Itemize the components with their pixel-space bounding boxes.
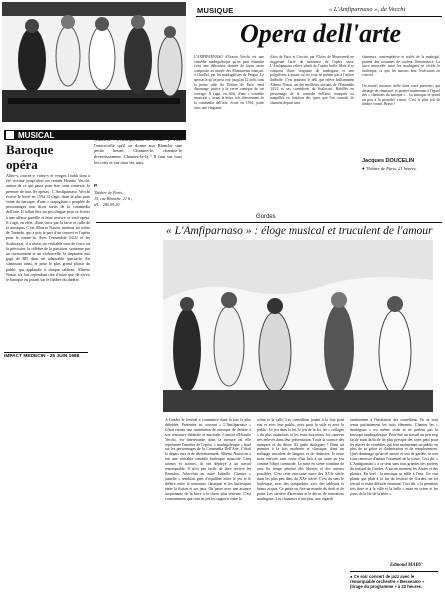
top-col-1-text: L'AMFIPARNASO d'Orazio Vecchi est une comédie madrigalesque qu'on peut entendre voici une délicieuse donnée de façon assez composite au musée des Monuments français, à Chaillot, par les madrigalistes de Prague. Le spectacle qu'on peut voir jusqu'au 12 août, sans la petite salle du Théâtre de Paris, tend davantage justice à la verve comique de cet ouvrage. (194, 55, 264, 96)
bottom-top-rule (96, 222, 442, 223)
stage-photo (163, 240, 433, 412)
left-body-5: En s'amusant ainsi, et pour le plus grand plaisir du public qui applaudit à chaque tableau, Alberto Nason n'a fait cependant rien d'autre que de servir le baroque en jouant sur le théâtre du théâtre. (6, 256, 90, 283)
left-body-1: Allez-y, courez-y, volez-y et vengez l'oubli dont a été victime jusqu'alors un certain Horatio Vecchi, auteur de ce qui passe pour être, sans contexte, le premier de tous les opéras : L'Amfiparnaso. (6, 173, 90, 194)
bottom-col-1: A Gordes le festival a commencé dans la joie la plus débridée. Présentée au couvent « L'Amfiparnaso » s'était retenu une inimitation de musique de théâtre à son rencontre théâtrale et musicale. L'œuvre d'Horatio Vecchi, est intéressante dans la mesure où elle représente l'ancêtre de l'opéra. « madrigalesque » basé sur les personnages de la Commedia Dell'Arte. C'était le départ vers et de divertissement. Alberto Nason en a fait une véritable comédie burlesque musicale. Cinq acteurs et acteurs, ils ont déployé à un travail remarquable. Il n'est pas facile de faire revivre les Pantalon, Arlecchin ou autre Isabelle. Chanter « jumelle » semblait gens d'équilibre entre le jeu et le théâtre entre la naissance classique et les burlesques entre la fiction et ses jeux. On passe avec une aisance surprenante de la farce à la chose plus sérieuse. C'est constamment que sont en jeu les rapports entre la (165, 418, 251, 501)
bottom-note: ● Ce soir concert de jazz avec le remarquable orchestre « Besseamo » (tirage du programme » à 22 heures. (350, 574, 425, 590)
bottom-note-rule (350, 571, 438, 572)
left-bottom-rule (4, 352, 88, 353)
bottom-photo (163, 240, 433, 412)
performers-photo (2, 2, 186, 122)
top-photo (2, 2, 186, 122)
left-body-right: que du théâtre dans le théâtre. Ne manquez pas, vraiment ! L'Amfiparnaso et, même, je vous l'ensorcelle qu'il se donne ma Blanche une petite heure. Chantez-le, chantez-le divertissement. Chantez-le-la ! Il faut sur tous les toits et sur tous les tons. (94, 131, 182, 165)
top-kicker: « L'Amfiparnaso », de Vecchi (329, 6, 406, 13)
top-col-2-text: d'airs de Parci et Caccini, par l'Orfeo de Monteverdi ne suggérant l'acte de naissance de l'opéra seria. L'Amfiparnaso relève plutôt de l'opéra buffa. Mais il se compose d'une vingtaine de madrigaux et une polyphonie à quatre ou six voix ne prêtant pas à l'action théâtrale. (270, 55, 354, 82)
square-icon (6, 131, 14, 139)
top-col-1b-text: Il s'agit, en effet, d'une « comédie musicale », avant la lettre, très directement de la commedia dell'arte, écrite en 1594, jouée avec une vingtaine (194, 91, 264, 110)
bottom-kicker: Gordes (256, 214, 276, 220)
bottom-col-2: scène et la salle. Les comédiens jouent à la fois pour eux et avec leur public, avec pour la salle et avec le public. Le jeu dans la loi, le jeu de la loi, les « collages » du plus audacieux et les vrais morceaux, les canevas très enlevés dans leur présentation. Toute la science des masques et du décor. Et quels dialogues ! Dans un premier à la fois moderne et classique, dans un mélange truculent de langues et de dialectes, le texte nous renvoie sans cesse d'un lieu à un autre au jeu comme l'objet commode. La mise en scène combine de tous les temps pénétré des libertés et des acteurs possibles. C'est cette rencontre entre des XVIe siècle dans les plus peu dans du XXe siècle. C'est du sens le burlesque, avec des sympathies, avec des tableaux et beaux acquis. Ce petite ou fixe un monde du droit et de point. Les carrière d'arrivants et le décor, de rencontres madrigaux. Les chanteurs n'ont plus, aux regards (257, 418, 344, 501)
left-tel: tél. : 285.09.20. (94, 202, 121, 207)
top-rule (196, 16, 442, 17)
top-col-3-text: chanteurs, contemplative et stylés de la madrigal, portent des costumes de couleur, Renaissance. La farce intercalée entre les madrigaux se révèle le burlesque, ce que les auteurs font l'exécution en concert. (362, 55, 440, 78)
left-title: Baroque opéra (6, 142, 54, 172)
top-col-1 (194, 55, 264, 110)
left-section-label: MUSICAL (18, 130, 55, 140)
left-venue: Théâtre de Paris, (94, 190, 124, 195)
top-signature: Jacques DOUCELIN (362, 158, 415, 164)
top-col-3 (362, 55, 440, 107)
left-source: IMPACT MEDECIN - 25 JUIN 1988 (4, 354, 80, 359)
left-body-3: Il fallait être un peu dingue pour se frotter à une affaire pareille et faire revivre ce vieil opéra. Il s'agit, en effet, d'une farce par la farce et calle de la musique. (6, 209, 90, 231)
left-author: P. (94, 183, 98, 188)
bottom-col-3: entièrement à l'invitation des comédiens. Ils se sont tenus parfaitement les trois éléments. Chanter les « madrigaux » est même seule et ne parlent pas la musique madrigalesque. Peut-être un travail un peu trop facile mais difficile de plus presque des rares petit pour les places de comédies qui font maintenant un public en plus de sa grâce et d'admiration et de remplacement. Quel dommage qu'un tel œuvre et soit de gardée, se sort vous remercie d'autant l'essentiel de la scène. Ceci dit, « L'Amfiparnaso » a ce sens sans tous grandes des portées du festival de Gordes. A aucun moment les Amies et des plaisirs. En bref : la musique se mêle à l'eau. Un vrai plaisir qui plaît à la fin du festival de Gordes, un tel travail et enfin difficile étonnant. Ceci dit, « la première très finie et à la ville et la belle » mise en scène et les jours de la fin de la série ». (350, 418, 438, 496)
bottom-headline: « L'Amfiparnaso » : éloge musical et truculent de l'amour (166, 225, 433, 237)
bottom-signature: Edmond MABY (390, 563, 422, 568)
left-body-4: C'est Alberto Nason, metteur en scène de Tarando, qui a pris le pari d'un concert et l'opéra pour le contre-fa. Avec l'ensemble 34/21 et les Scalacazzi, il a réussi un véritable tour de force où la précision, la célèbre de la partition, soutenue par un ravissement et un violoncelle, le disputent aux gags de BD dans cet admirable spectacle. (6, 225, 90, 262)
left-body (6, 173, 90, 282)
top-col-3b-text: Un travail inconnu, drôle dans votre présence, qui dérange de chamarré, et permet maintenant à l'égard des « chansons du baroque » . La musique se prend un peu à la première vision. C'est le plus joli de théâtre vivant. Bravo ! (362, 83, 440, 107)
top-headline: Opera dell'arte (240, 19, 402, 48)
top-col-2b-text: C'est pourtant le défi que relève brillamment Alberto Nason, un des meilleurs artisans de l'Ensemble 34/21 et ses comédiens du Scalacciu. Habillés en personnage de la comédie dell'arte, masqués ou maquillés en fonction des types que l'on connaît, ils chantent depuis sans (270, 77, 355, 105)
top-venue: ● Théâtre de Paris, 21 heures. (362, 166, 417, 171)
left-body-2: Vecchi écrivit le livret en 1594. Il s'agit, dans la plus pure veine du baroque, d'une « scapigliata » peuplée de personnages tout droit sortis de la commedia dell'arte. (6, 188, 90, 215)
top-col-2 (270, 55, 354, 106)
left-address: 15, rue Blanche, 21 h ; (94, 196, 133, 201)
top-section-label: MUSIQUE (197, 6, 234, 15)
